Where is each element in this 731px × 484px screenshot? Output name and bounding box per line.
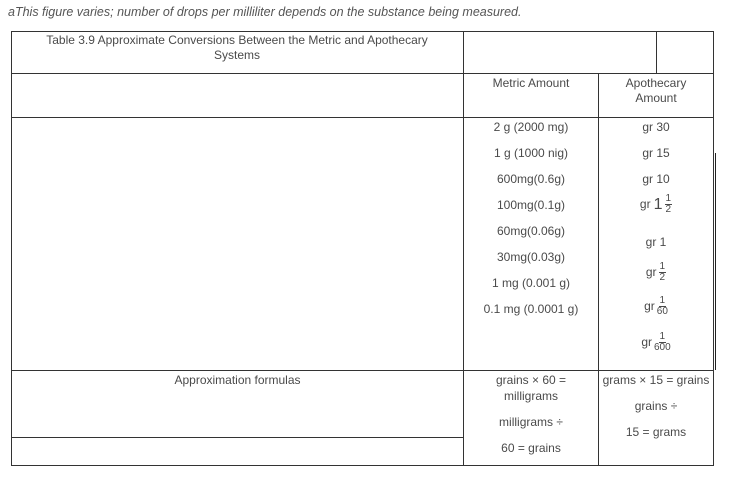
fraction-denominator: 600 [653,342,671,353]
apothecary-prefix: gr [641,335,652,349]
row-divider-4 [11,437,463,438]
formula-metric-line: grains × 60 = [495,373,567,387]
fraction [665,194,673,215]
fraction-numerator: 1 [659,295,666,306]
fraction-denominator: 2 [659,272,666,283]
table-footnote: aThis figure varies; number of drops per milliliter depends on the substance being measured. [8,5,522,19]
metric-value: 600mg(0.6g) [496,172,566,186]
fraction [657,296,668,317]
apothecary-prefix: gr [645,265,657,279]
metric-value: 60mg(0.06g) [496,224,566,238]
fraction-denominator: 60 [656,306,668,317]
apothecary-value: gr 1 [645,235,667,249]
apothecary-prefix: gr [644,299,655,313]
formula-metric-line: 60 = grains [501,441,561,455]
metric-value: 2 g (2000 mg) [493,120,569,134]
apothecary-value-fraction [599,332,713,353]
fraction [654,332,671,353]
formula-apothecary-line: grams × 15 = grains [602,373,710,387]
formula-apothecary-line: grains ÷ [634,399,678,413]
apothecary-value-mixed-fraction [599,194,713,215]
metric-value: 1 g (1000 nig) [493,146,569,160]
table-border-top [11,31,714,32]
formula-apothecary-line: 15 = grams [625,425,687,439]
metric-value: 1 mg (0.001 g) [491,276,571,290]
col-divider-2a [656,31,657,74]
table-border-bottom [11,465,714,466]
metric-value: 100mg(0.1g) [496,198,566,212]
formula-metric-line: milligrams ÷ [499,415,563,429]
fraction-numerator: 1 [659,261,666,272]
apothecary-value: gr 15 [642,146,670,160]
apothecary-value-fraction [599,296,713,317]
metric-value: 30mg(0.03g) [496,250,566,264]
header-apothecary-amount: Apothecary Amount [625,76,687,105]
metric-value: 0.1 mg (0.0001 g) [483,302,579,316]
apothecary-value: gr 10 [642,172,670,186]
formulas-label: Approximation formulas [174,373,301,387]
table-border-right [713,31,714,466]
row-divider-3 [11,370,714,371]
fraction [659,262,667,283]
table-border-right-shadow [715,153,716,370]
table-border-left [11,31,12,466]
fraction-numerator: 1 [659,331,666,342]
fraction-denominator: 2 [665,204,672,215]
header-metric-amount: Metric Amount [492,76,570,90]
table-title: Table 3.9 Approximate Conversions Between the Metric and Apothecary Systems [46,33,428,62]
formula-metric-line: milligrams [504,389,558,403]
apothecary-whole: 1 [653,196,663,213]
apothecary-value-fraction [599,262,713,283]
apothecary-prefix: gr [639,197,651,211]
row-divider-1 [11,73,714,74]
fraction-numerator: 1 [665,193,672,204]
row-divider-2 [11,117,714,118]
apothecary-value: gr 30 [642,120,670,134]
